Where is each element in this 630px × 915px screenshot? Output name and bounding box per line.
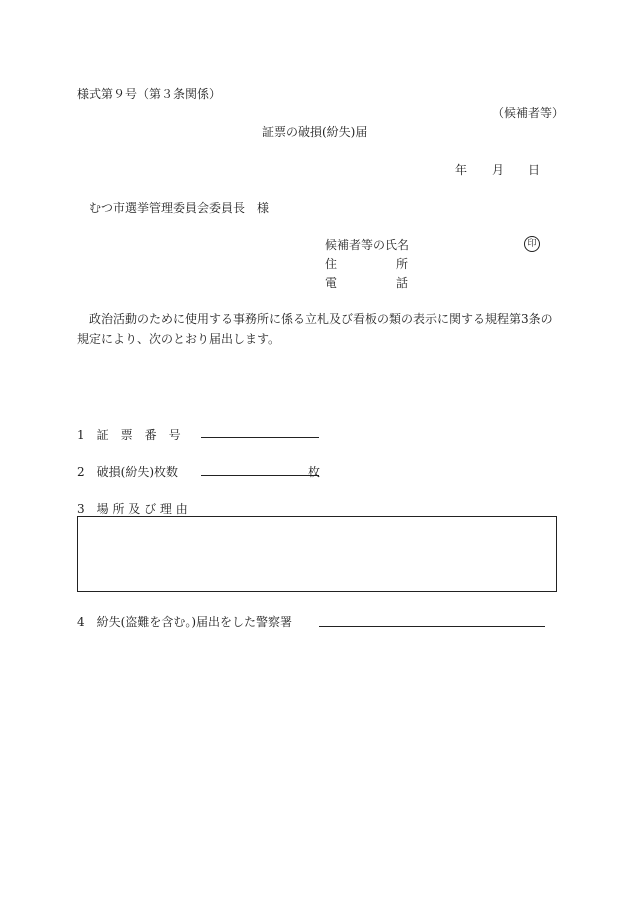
body-text: 政治活動のために使用する事務所に係る立札及び看板の類の表示に関する規程第3条の規定により、次のとおり届出します。 — [77, 312, 553, 346]
item-location-reason-label: 3 場 所 及 び 理 由 — [77, 502, 188, 516]
item-damaged-count-unit: 枚 — [308, 465, 321, 479]
applicant-type: （候補者等） — [492, 106, 565, 120]
item-damaged-count-label: 2 破損(紛失)枚数 — [77, 465, 178, 479]
document-title: 証票の破損(紛失)届 — [262, 125, 368, 139]
item-damaged-count-line[interactable] — [201, 475, 319, 476]
date-day: 日 — [528, 163, 541, 177]
sender-phone-label-1: 電 — [325, 276, 338, 290]
item-location-reason-box[interactable] — [77, 516, 557, 592]
date-month: 月 — [492, 163, 505, 177]
sender-address-label-1: 住 — [325, 257, 338, 271]
item-certificate-number-label: 1 証 票 番 号 — [77, 428, 181, 442]
sender-address-label-2: 所 — [396, 257, 409, 271]
item-police-station-label: 4 紛失(盗難を含む。)届出をした警察署 — [77, 615, 292, 629]
seal-mark-icon: 印 — [524, 236, 540, 252]
sender-name-label: 候補者等の氏名 — [325, 238, 410, 252]
item-certificate-number-line[interactable] — [201, 437, 319, 438]
sender-phone-label-2: 話 — [396, 276, 409, 290]
addressee: むつ市選挙管理委員会委員長 様 — [89, 201, 270, 215]
date-year: 年 — [455, 163, 468, 177]
form-number: 様式第９号（第３条関係） — [77, 87, 222, 101]
item-police-station-line[interactable] — [319, 626, 545, 627]
